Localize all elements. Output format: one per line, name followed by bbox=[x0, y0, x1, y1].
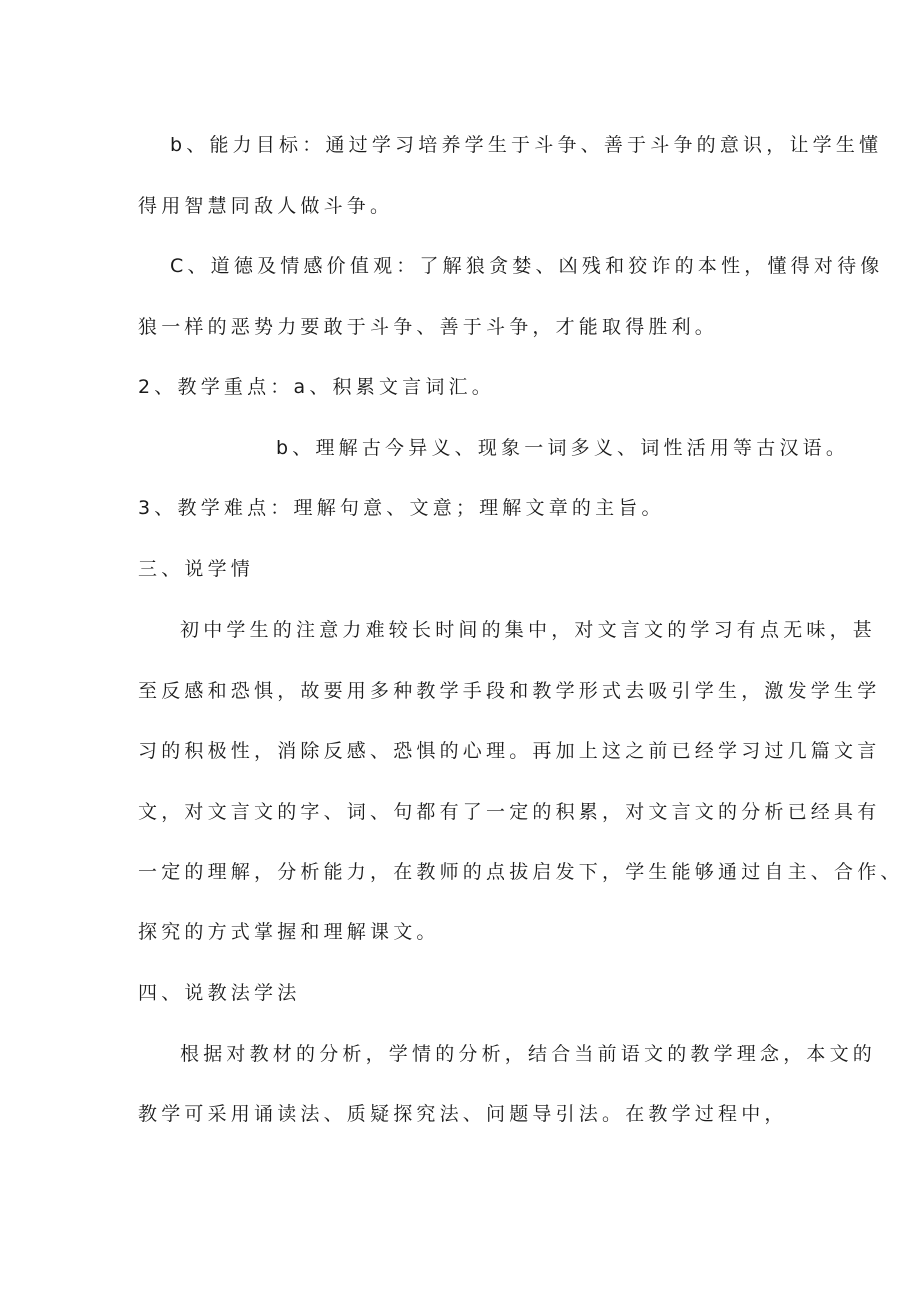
student-situation-line-4: 文，对文言文的字、词、句都有了一定的积累，对文言文的分析已经具有 bbox=[138, 801, 881, 823]
teaching-methods-line-2: 教学可采用诵读法、质疑探究法、问题导引法。在教学过程中， bbox=[138, 1103, 788, 1125]
student-situation-line-1: 初中学生的注意力难较长时间的集中，对文言文的学习有点无味，甚 bbox=[180, 619, 877, 641]
section-heading-student-situation: 三、说学情 bbox=[138, 558, 255, 580]
moral-goal-line-2: 狼一样的恶势力要敢于斗争、善于斗争，才能取得胜利。 bbox=[138, 316, 719, 338]
ability-goal-line-1: b、能力目标：通过学习培养学生于斗争、善于斗争的意识，让学生懂 bbox=[170, 134, 883, 156]
student-situation-line-5: 一定的理解，分析能力，在教师的点拔启发下，学生能够通过自主、合作、 bbox=[138, 861, 904, 883]
section-heading-teaching-methods: 四、说教法学法 bbox=[138, 982, 301, 1004]
teaching-focus-b-line: b、理解古今异义、现象一词多义、词性活用等古汉语。 bbox=[276, 437, 850, 459]
student-situation-line-2: 至反感和恐惧，故要用多种教学手段和教学形式去吸引学生，激发学生学 bbox=[138, 680, 881, 702]
moral-goal-line-1: C、道德及情感价值观：了解狼贪婪、凶残和狡诈的本性，懂得对待像 bbox=[170, 255, 884, 277]
student-situation-line-6: 探究的方式掌握和理解课文。 bbox=[138, 921, 440, 943]
ability-goal-line-2: 得用智慧同敌人做斗争。 bbox=[138, 195, 394, 217]
teaching-focus-line: 2、教学重点：a、积累文言词汇。 bbox=[138, 376, 495, 398]
student-situation-line-3: 习的积极性，消除反感、恐惧的心理。再加上这之前已经学习过几篇文言 bbox=[138, 740, 881, 762]
teaching-methods-line-1: 根据对教材的分析，学情的分析，结合当前语文的教学理念，本文的 bbox=[180, 1043, 877, 1065]
teaching-difficulty-line: 3、教学难点：理解句意、文意；理解文章的主旨。 bbox=[138, 497, 665, 519]
